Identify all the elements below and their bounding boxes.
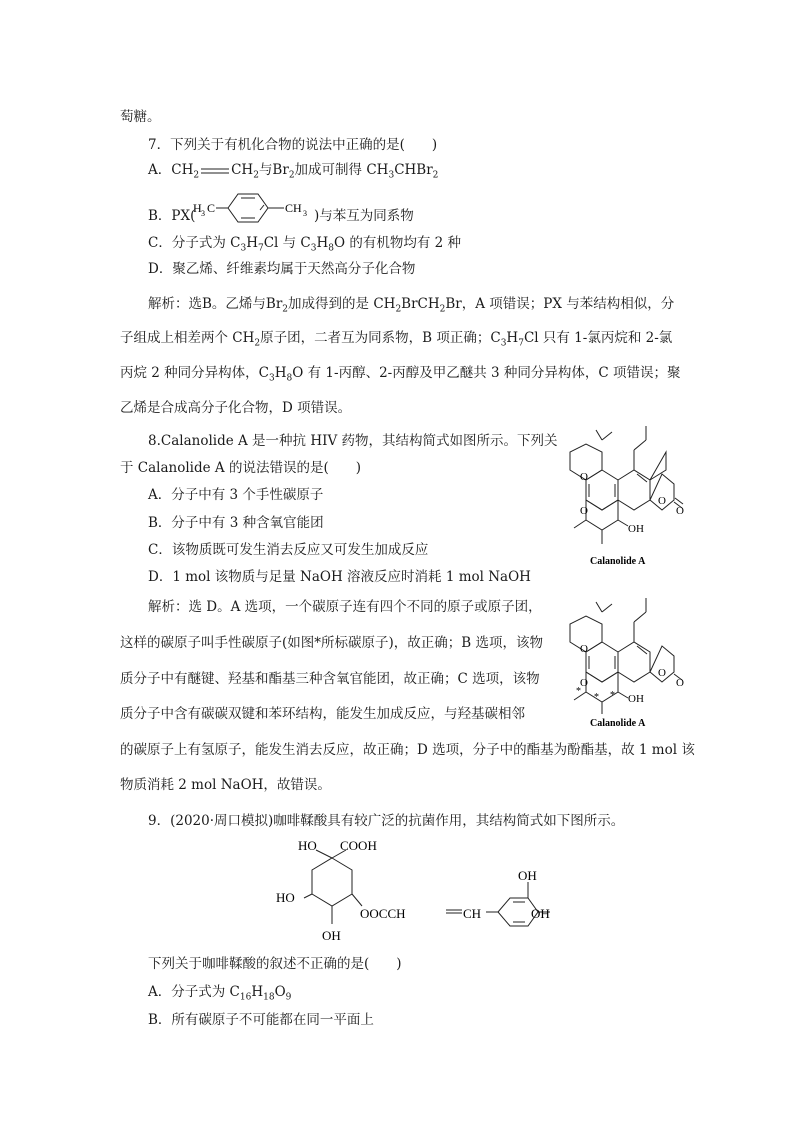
text: 原子团，二者互为同系物，B 项正确；C [260, 330, 501, 346]
oxygen-label: O [580, 677, 588, 689]
text: Br，A 项错误；PX 与苯结构相似，分 [445, 296, 675, 312]
chiral-star: * [610, 690, 615, 701]
figure-caption: Calanolide A [590, 556, 646, 567]
figure-caption: Calanolide A [590, 718, 646, 729]
question-8-option-c: C．该物质既可发生消去反应又可发生加成反应 [148, 542, 429, 558]
subscript: 3 [310, 243, 317, 254]
text: H [506, 330, 519, 346]
subscript: 3 [388, 170, 395, 181]
oxygen-label: O [658, 667, 666, 679]
subscript: 2 [282, 304, 289, 315]
ch3-label: CH [285, 201, 302, 215]
oxygen-label: O [676, 677, 684, 689]
subscript: 3 [500, 338, 507, 349]
text: O 有 1-丙醇、2-丙醇及甲乙醚共 3 种同分异构体，C 项错误；聚 [292, 365, 681, 381]
question-9-question: 下列关于咖啡鞣酸的叙述不正确的是( ) [148, 956, 402, 972]
subscript: 2 [254, 338, 261, 349]
question-8-option-b: B．分子中有 3 种含氧官能团 [148, 515, 324, 531]
text: O 的有机物均有 2 种 [334, 235, 462, 251]
question-8-stem-2: 于 Calanolide A 的说法错误的是( ) [120, 460, 361, 476]
question-8-option-d: D．1 mol 该物质与足量 NaOH 溶液反应时消耗 1 mol NaOH [148, 569, 531, 585]
question-7-stem: 7．下列关于有机化合物的说法中正确的是( ) [148, 137, 438, 153]
text: H [251, 984, 264, 1000]
subscript: 7 [257, 243, 264, 254]
hydroxyl-label: HO [298, 838, 317, 853]
answer-8-line-3: 质分子中有醚键、羟基和酯基三种含氧官能团，故正确；C 选项，该物 [120, 671, 540, 687]
answer-8-line-5: 的碳原子上有氢原子，能发生消去反应，故正确；D 选项，分子中的酯基为酚酯基，故 1 mol 该 [120, 742, 695, 758]
question-7-option-c [148, 234, 461, 252]
subscript: 9 [285, 992, 292, 1003]
text: C．分子式为 C [148, 235, 241, 251]
text: O [274, 984, 286, 1000]
text-line: 萄糖。 [120, 109, 161, 125]
h3c-label: H [193, 201, 202, 215]
text: CHBr [394, 162, 433, 178]
subscript: 8 [286, 373, 293, 384]
subscript: 18 [263, 992, 275, 1003]
oxygen-label: O [676, 505, 684, 517]
subscript: 2 [432, 170, 439, 181]
hydroxyl-label: OH [628, 693, 644, 705]
text: 丙烷 2 种同分异构体，C [120, 365, 270, 381]
calanolide-structure [558, 422, 688, 570]
text: 与Br [258, 162, 289, 178]
question-8-stem-1: 8.Calanolide A 是一种抗 HIV 药物，其结构简式如图所示。下列关 [148, 433, 558, 449]
subscript: 2 [288, 170, 295, 181]
carboxyl-label: COOH [340, 838, 377, 853]
question-7-option-b-prefix: B．PX( [148, 208, 196, 224]
text: H [316, 235, 329, 251]
question-9-stem: 9．(2020·周口模拟)咖啡鞣酸具有较广泛的抗菌作用，其结构简式如下图所示。 [148, 813, 625, 829]
subscript: 3 [303, 209, 307, 218]
subscript: 2 [253, 170, 259, 181]
text: H [274, 365, 287, 381]
text: Cl 只有 1-氯丙烷和 2-氯 [523, 330, 673, 346]
subscript: 3 [269, 373, 275, 384]
text: A．分子式为 C [148, 984, 240, 1000]
ch-label: CH [463, 906, 482, 921]
answer-8-line-6: 物质消耗 2 mol NaOH，故错误。 [120, 777, 331, 793]
text: 加成可制得 CH [294, 162, 389, 178]
answer-7-line-4: 乙烯是合成高分子化合物，D 项错误。 [120, 400, 352, 416]
question-7-option-a [148, 161, 438, 180]
text: H [246, 235, 258, 251]
answer-8-line-2: 这样的碳原子叫手性碳原子(如图*所标碳原子)，故正确；B 选项，该物 [120, 635, 543, 651]
chiral-star: * [576, 686, 581, 697]
text: 解析：选B。乙烯与Br [148, 296, 283, 312]
answer-7-line-2 [120, 329, 672, 347]
subscript: 2 [395, 304, 402, 315]
subscript: 8 [328, 243, 335, 254]
hydroxyl-label: OH [531, 906, 550, 921]
text: 加成得到的是 CH [288, 296, 396, 312]
chlorogenic-acid-structure [270, 836, 560, 948]
ester-label: OOCCH [360, 906, 406, 921]
chiral-star: * [594, 692, 599, 703]
hydroxyl-label: OH [628, 523, 644, 535]
subscript: 2 [439, 304, 446, 315]
carbon-label: C [207, 201, 216, 215]
text: 子组成上相差两个 CH [120, 330, 255, 346]
answer-7-line-1 [148, 295, 674, 313]
hydroxyl-label: HO [276, 890, 295, 905]
text: CH [231, 162, 254, 178]
question-7-option-b-suffix: )与苯互为同系物 [314, 208, 414, 224]
question-8-option-a: A．分子中有 3 个手性碳原子 [148, 487, 324, 503]
text: Cl 与 C [263, 235, 311, 251]
answer-7-line-3 [120, 364, 681, 382]
hydroxyl-label: OH [518, 868, 537, 883]
subscript: 7 [518, 338, 524, 349]
hydroxyl-label: OH [322, 928, 341, 943]
double-bond-icon [199, 162, 231, 180]
calanolide-structure-annotated [558, 594, 688, 734]
text: A．CH [148, 162, 194, 178]
oxygen-label: O [580, 505, 588, 517]
question-7-option-d: D．聚乙烯、纤维素均属于天然高分子化合物 [148, 261, 416, 277]
answer-8-line-1: 解析：选 D。A 选项，一个碳原子连有四个不同的原子或原子团， [148, 599, 542, 615]
subscript: 3 [240, 243, 247, 254]
question-9-option-b: B．所有碳原子不可能都在同一平面上 [148, 1012, 374, 1028]
oxygen-label: O [580, 471, 588, 483]
oxygen-label: O [580, 643, 588, 655]
subscript: 3 [201, 209, 205, 218]
px-structure [188, 186, 328, 226]
oxygen-label: O [658, 495, 666, 507]
subscript: 2 [193, 170, 200, 181]
subscript: 16 [239, 992, 252, 1003]
answer-8-line-4: 质分子中含有碳碳双键和苯环结构，能发生加成反应，与羟基碳相邻 [120, 706, 525, 722]
text: BrCH [401, 296, 440, 312]
question-9-option-a [148, 983, 291, 1001]
